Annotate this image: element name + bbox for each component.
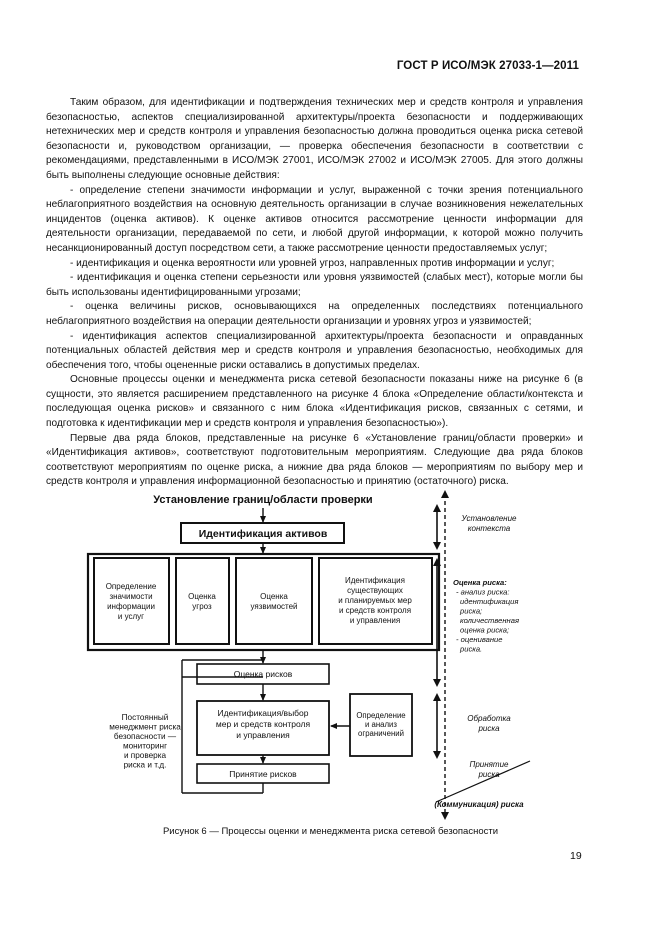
side-communication-label: (Коммуникация) риска [434,800,524,809]
document-header: ГОСТ Р ИСО/МЭК 27033-1—2011 [396,60,579,72]
paragraph: Таким образом, для идентификации и подтверждения технических мер и средств контроля и управления безопасностью, аспектов специализированной архитектуры/проекта безопасности и поддерживающих нетехнических мер и средств контроля и управления безопасностью должна проводиться оценка риска сетевой безопасности и, руководством организации, — проверка обеспечения безопасности в соответствии с рекомендациями, представленными в ИСО/МЭК 27001, ИСО/МЭК 27002 и ИСО/МЭК 27005. Для этого должны быть выполнены следующие основные действия: [46,97,583,181]
side-context-label: Установление контекста [461,514,517,533]
list-item: - оценка величины рисков, основывающихся на определенных последствиях потенциального неблагоприятного воздействия на операции деятельности организации и уровнях угроз и уязвимостей; [46,301,583,327]
risk-evaluation-label: Оценка рисков [233,669,293,679]
asset-identification-label: Идентификация активов [198,528,328,540]
paragraph: Первые два ряда блоков, представленные на рисунке 6 «Установление границ/области проверки» и «Идентификация активов», соответствуют подготовительным мероприятиям. Следующие два ряда блоков соответствуют мероприятиям по оценке риска, а нижние два ряда блоков — мероприятиям по выбору мер и средств контроля и управления информационной безопасностью и принятию (остаточного) риска. [46,432,583,488]
vulnerability-assessment-box [236,558,312,644]
monitoring-label: Постоянный менеджмент риска безопасности — мониторинг и проверка риска и т.д. [109,713,181,770]
figure-caption: Рисунок 6 — Процессы оценки и менеджмента риска сетевой безопасности [162,826,499,837]
list-item: - идентификация аспектов специализированной архитектуры/проекта безопасности и оправданных потенциальных областей действия мер и средств контроля и управления безопасностью, необходимых для обеспечения того, чтобы оцененные риски оставались в допустимых пределах. [46,330,583,371]
side-treatment-label: Обработка риска [467,714,511,733]
control-selection-label: Идентификация/выбор мер и средств контроля и управления [215,708,311,740]
side-acceptance-label: Принятие риска [469,760,509,779]
existing-controls-label: Идентификация существующих и планируемых мер и средств контроля и управления [338,576,412,625]
value-assessment-label: Определение значимости информации и услуг [105,582,157,621]
threat-assessment-box [176,558,229,644]
vulnerability-assessment-label: Оценка уязвимостей [250,592,298,611]
list-item: - идентификация и оценка степени серьезности или уровня уязвимостей (слабых мест), которые могли бы быть использованы идентифицированными угрозами; [46,272,583,298]
constraints-label: Определение и анализ ограничений [356,711,406,738]
risk-acceptance-label: Принятие рисков [229,769,297,779]
paragraph: Основные процессы оценки и менеджмента риска сетевой безопасности показаны ниже на рисунке 6 (в сущности, это является расширением представленного на рисунке 4 блока «Определение области/контекста и последующая оценка рисков» и связанного с ним блока «Идентификация рисков, связанных с сетями, и подготовка к идентификации мер и средств контроля и управления безопасностью»). [46,374,583,430]
figure-title: Установление границ/области проверки [153,494,373,506]
list-item: - определение степени значимости информации и услуг, выраженной с точки зрения потенциального неблагоприятного воздействия на основную деятельность организации в случае возникновения нежелательных инцидентов (оценка активов). К оценке активов относится рассмотрение ценности информации для деятельности организации, передаваемой по сети, и любой другой информации, к которой можно получить несанкционированный доступ посредством сети, а также рассмотрение ценности предоставляемых услуг; [46,184,583,254]
page-number: 19 [570,850,582,862]
list-item: - идентификация и оценка вероятности или уровней угроз, направленных против информации и услуг; [70,257,555,269]
value-assessment-box [94,558,169,644]
threat-assessment-label: Оценка угроз [188,592,216,611]
side-assessment-label: Оценка риска: - анализ риска: идентификация риска; количественная оценка риска; - оценивание риска. [453,578,519,654]
